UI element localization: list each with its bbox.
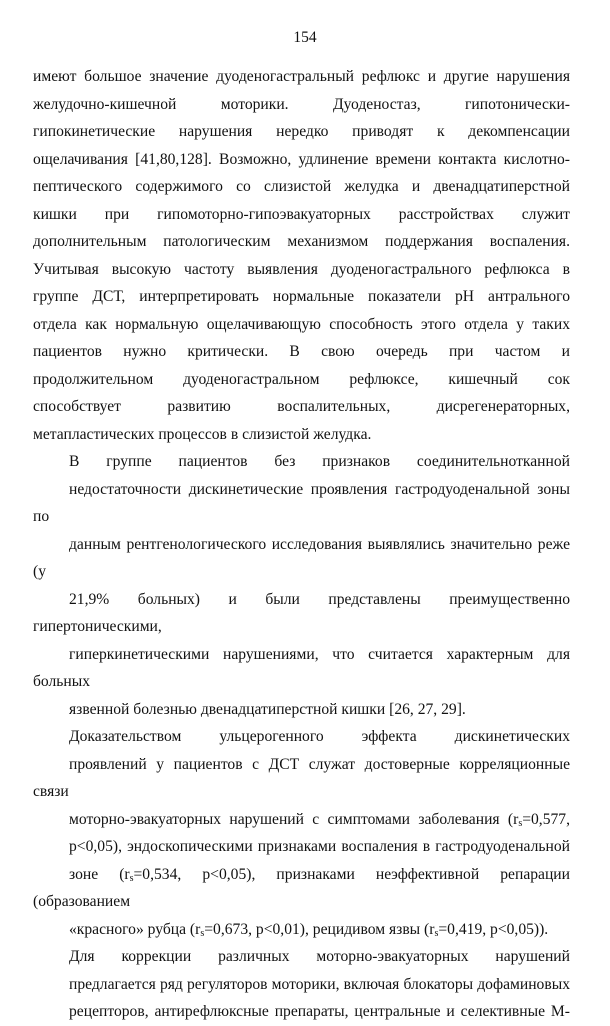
text-line: ощелачивания [41,80,128]. Возможно, удлинение времени контакта кислотно- <box>33 150 570 168</box>
text-line: дополнительным патологическим механизмом поддержания воспаления. <box>33 233 570 250</box>
text-line: 21,9% больных) и были представлены преимущественно гипертоническими, <box>33 590 570 635</box>
text-line: зоне ($r_s=0,534$, p<0,05), признаками неэффективной репарации (образованием <box>33 865 570 910</box>
text-line: отдела как нормальную ощелачивающую способность этого отдела у таких <box>33 315 570 333</box>
text-line: Для коррекции различных моторно-эвакуаторных нарушений <box>69 948 570 965</box>
page-number: 154 <box>293 29 317 46</box>
text-line: пациентов нужно критически. В свою очередь при частом и <box>33 343 570 360</box>
text-line: моторно-эвакуаторных нарушений с симптомами заболевания ($r_s=0,577$, <box>69 810 570 829</box>
text-line: метапластических процессов в слизистой желудка. <box>33 425 372 443</box>
text-line: пептического содержимого со слизистой желудка и двенадцатиперстной <box>33 178 570 195</box>
text-line: предлагается ряд регуляторов моторики, включая блокаторы дофаминовых <box>69 975 570 993</box>
text-line: желудочно-кишечной моторики. Дуоденостаз, гипотонически- <box>33 95 570 113</box>
text-line: способствует развитию воспалительных, дисрегенераторных, <box>33 398 570 415</box>
text-line: кишки при гипомоторно-гипоэвакуаторных расстройствах служит <box>33 205 570 223</box>
text-line: гипокинетические нарушения нередко приводят к декомпенсации <box>33 123 570 140</box>
paragraph <box>33 63 570 448</box>
text-line: имеют большое значение дуоденогастральный рефлюкс и другие нарушения <box>33 68 570 85</box>
paragraph <box>33 943 570 1026</box>
paragraph <box>33 723 570 943</box>
text-line: Доказательством ульцерогенного эффекта дискинетических <box>69 728 570 745</box>
text-line: продолжительном дуоденогастральном рефлюксе, кишечный сок <box>33 370 570 388</box>
text-line: p<0,05), эндоскопическими признаками воспаления в гастродуоденальной <box>69 838 570 855</box>
text-line: гиперкинетическими нарушениями, что считается характерным для больных <box>33 645 570 690</box>
text-line: язвенной болезнью двенадцатиперстной кишки [26, 27, 29]. <box>69 700 466 718</box>
text-line: недостаточности дискинетические проявления гастродуоденальной зоны по <box>33 480 570 525</box>
body-text <box>33 63 570 1026</box>
text-line: В группе пациентов без признаков соединительнотканной <box>69 453 570 470</box>
text-line: Учитывая высокую частоту выявления дуоденогастрального рефлюкса в <box>33 260 570 278</box>
text-line: данным рентгенологического исследования выявлялись значительно реже (у <box>33 535 570 580</box>
text-line: «красного» рубца ($r_s=0,673$, p<0,01), рецидивом язвы ($r_s=0,419$, p<0,05)). <box>69 920 549 939</box>
text-line: проявлений у пациентов с ДСТ служат достоверные корреляционные связи <box>33 755 570 800</box>
text-line: рецепторов, антирефлюксные препараты, центральные и селективные М- <box>69 1003 570 1020</box>
text-line: группе ДСТ, интерпретировать нормальные показатели pH антрального <box>33 288 570 305</box>
paragraph <box>33 448 570 723</box>
